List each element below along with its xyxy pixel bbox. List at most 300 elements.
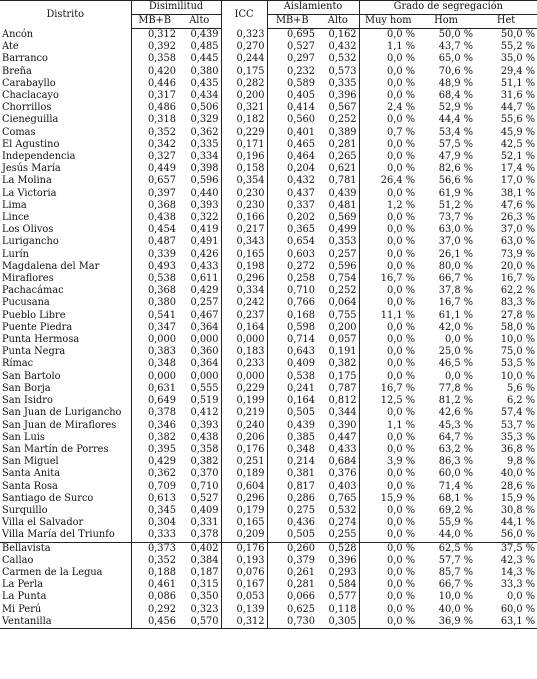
cell-aislamiento-mbb: 0,385	[286, 431, 316, 443]
table-row	[0, 310, 537, 322]
cell-aislamiento-mbb: 0,260	[267, 542, 317, 555]
cell-aislamiento-alto: 0,684	[317, 456, 359, 468]
header-hom: Hom	[417, 15, 475, 29]
cell-disimilitud-alto: 0,335	[178, 139, 221, 151]
cell-disimilitud-alto: 0,467	[178, 310, 221, 322]
cell-disimilitud-mbb: 0,368	[147, 199, 176, 211]
table-row	[0, 567, 537, 579]
cell-distrito: Los Olivos	[0, 224, 131, 236]
cell-icc: 0,171	[221, 139, 267, 151]
table-row	[0, 542, 537, 555]
table-row	[0, 200, 537, 212]
cell-aislamiento-mbb: 0,714	[286, 334, 316, 346]
cell-hom: 71,4 %	[438, 480, 474, 492]
cell-distrito: San Juan de Miraflores	[0, 420, 131, 432]
cell-hom: 73,7 %	[438, 212, 474, 224]
cell-distrito: Pucusana	[0, 297, 131, 309]
cell-het: 37,0 %	[500, 224, 536, 236]
cell-aislamiento-alto: 0,432	[317, 41, 359, 53]
cell-icc: 0,158	[221, 163, 267, 175]
cell-icc: 0,176	[221, 444, 267, 456]
cell-muy-hom: 12,5 %	[380, 395, 416, 407]
header-distrito: Distrito	[0, 1, 131, 29]
cell-muy-hom: 0,0 %	[387, 297, 416, 309]
cell-distrito: San Martín de Porres	[0, 444, 131, 456]
cell-aislamiento-mbb: 0,436	[286, 517, 316, 529]
cell-disimilitud-mbb: 0,709	[147, 480, 176, 492]
cell-icc: 0,282	[221, 78, 267, 90]
cell-disimilitud-alto: 0,362	[178, 127, 221, 139]
cell-aislamiento-mbb: 0,439	[286, 419, 316, 431]
cell-distrito: Villa María del Triunfo	[0, 529, 131, 542]
table-row	[0, 297, 537, 309]
cell-disimilitud-alto: 0,315	[178, 579, 221, 591]
cell-icc: 0,312	[221, 616, 267, 629]
cell-aislamiento-mbb: 0,817	[286, 480, 316, 492]
cell-icc: 0,176	[221, 542, 267, 555]
cell-aislamiento-mbb: 0,281	[286, 579, 316, 591]
table-row	[0, 444, 537, 456]
cell-disimilitud-mbb: 0,456	[131, 616, 178, 629]
cell-aislamiento-mbb: 0,168	[286, 309, 316, 321]
cell-hom: 80,0 %	[438, 260, 474, 272]
cell-het: 47,6 %	[500, 199, 536, 211]
header-icc: ICC	[221, 1, 267, 29]
cell-icc: 0,334	[221, 285, 267, 297]
cell-hom: 57,7 %	[438, 554, 474, 566]
cell-aislamiento-alto: 0,499	[317, 224, 359, 236]
cell-disimilitud-mbb: 0,613	[147, 492, 176, 504]
cell-disimilitud-alto: 0,393	[178, 200, 221, 212]
cell-hom: 16,7 %	[438, 297, 474, 309]
cell-muy-hom: 16,7 %	[380, 273, 416, 285]
cell-muy-hom: 0,0 %	[387, 77, 416, 89]
cell-aislamiento-alto: 0,389	[317, 127, 359, 139]
cell-het: 56,0 %	[500, 529, 536, 541]
table-row	[0, 188, 537, 200]
cell-distrito: San Borja	[0, 383, 131, 395]
cell-aislamiento-alto: 0,781	[317, 175, 359, 187]
cell-disimilitud-mbb: 0,446	[147, 77, 176, 89]
cell-muy-hom: 3,9 %	[387, 456, 416, 468]
cell-disimilitud-mbb: 0,493	[147, 260, 176, 272]
cell-icc: 0,296	[221, 273, 267, 285]
cell-muy-hom: 0,0 %	[387, 285, 416, 297]
table-row	[0, 163, 537, 175]
cell-het: 52,1 %	[500, 151, 536, 163]
table-row	[0, 66, 537, 78]
cell-disimilitud-alto: 0,519	[178, 395, 221, 407]
cell-icc: 0,165	[221, 249, 267, 261]
cell-distrito: Santa Anita	[0, 468, 131, 480]
table-row	[0, 236, 537, 248]
cell-disimilitud-mbb: 0,429	[147, 456, 176, 468]
table-row	[0, 249, 537, 261]
cell-aislamiento-alto: 0,754	[317, 273, 359, 285]
cell-icc: 0,196	[221, 151, 267, 163]
cell-het: 63,0 %	[500, 236, 536, 248]
cell-icc: 0,000	[221, 334, 267, 346]
cell-disimilitud-mbb: 0,352	[147, 126, 176, 138]
cell-aislamiento-alto: 0,396	[317, 555, 359, 567]
table-row	[0, 261, 537, 273]
cell-disimilitud-mbb: 0,312	[147, 29, 176, 40]
cell-disimilitud-alto: 0,409	[178, 505, 221, 517]
cell-muy-hom: 0,0 %	[387, 370, 416, 382]
table-row	[0, 102, 537, 114]
cell-aislamiento-alto: 0,396	[317, 90, 359, 102]
cell-muy-hom: 0,0 %	[387, 346, 416, 358]
header-het: Het	[475, 15, 537, 29]
cell-het: 83,3 %	[500, 297, 536, 309]
cell-muy-hom: 0,0 %	[387, 236, 416, 248]
cell-het: 60,0 %	[500, 603, 536, 615]
cell-disimilitud-mbb: 0,487	[147, 236, 176, 248]
table-row	[0, 468, 537, 480]
cell-distrito: San Isidro	[0, 395, 131, 407]
cell-muy-hom: 0,0 %	[387, 554, 416, 566]
cell-hom: 44,4 %	[438, 114, 474, 126]
cell-disimilitud-alto: 0,439	[178, 29, 221, 42]
cell-het: 62,2 %	[500, 285, 536, 297]
cell-disimilitud-alto: 0,382	[178, 456, 221, 468]
cell-aislamiento-mbb: 0,365	[286, 224, 316, 236]
header-disimilitud-alto: Alto	[178, 15, 221, 29]
cell-icc: 0,242	[221, 297, 267, 309]
cell-aislamiento-mbb: 0,272	[286, 260, 316, 272]
table-row	[0, 90, 537, 102]
cell-het: 57,4 %	[500, 407, 536, 419]
table-row	[0, 127, 537, 139]
cell-icc: 0,296	[221, 493, 267, 505]
cell-aislamiento-mbb: 0,598	[286, 321, 316, 333]
cell-muy-hom: 0,0 %	[387, 591, 416, 603]
cell-aislamiento-alto: 0,255	[317, 529, 359, 542]
cell-disimilitud-mbb: 0,346	[147, 419, 176, 431]
cell-muy-hom: 1,1 %	[387, 41, 416, 53]
cell-muy-hom: 0,0 %	[387, 358, 416, 370]
cell-aislamiento-mbb: 0,603	[286, 248, 316, 260]
cell-icc: 0,237	[221, 310, 267, 322]
cell-disimilitud-mbb: 0,454	[147, 224, 176, 236]
table-row	[0, 383, 537, 395]
cell-het: 0,0 %	[507, 591, 536, 603]
cell-muy-hom: 2,4 %	[387, 102, 416, 114]
cell-het: 44,1 %	[500, 517, 536, 529]
cell-disimilitud-mbb: 0,317	[147, 90, 176, 102]
cell-aislamiento-mbb: 0,766	[286, 297, 316, 309]
cell-disimilitud-mbb: 0,352	[147, 554, 176, 566]
header-grado-segregacion: Grado de segregación	[359, 1, 537, 15]
cell-het: 73,9 %	[500, 248, 536, 260]
cell-disimilitud-mbb: 0,395	[147, 443, 176, 455]
table-row	[0, 151, 537, 163]
cell-disimilitud-alto: 0,257	[178, 297, 221, 309]
cell-hom: 69,2 %	[438, 504, 474, 516]
cell-disimilitud-alto: 0,000	[178, 334, 221, 346]
cell-aislamiento-mbb: 0,695	[286, 29, 316, 40]
table-row	[0, 175, 537, 187]
cell-disimilitud-mbb: 0,449	[147, 163, 176, 175]
cell-aislamiento-alto: 0,439	[317, 188, 359, 200]
cell-het: 55,2 %	[500, 41, 536, 53]
cell-muy-hom: 0,0 %	[387, 90, 416, 102]
cell-muy-hom: 0,7 %	[387, 126, 416, 138]
cell-het: 40,0 %	[500, 468, 536, 480]
cell-hom: 77,8 %	[438, 382, 474, 394]
cell-hom: 65,0 %	[438, 53, 474, 65]
cell-het: 31,6 %	[500, 90, 536, 102]
cell-disimilitud-alto: 0,323	[178, 604, 221, 616]
cell-icc: 0,200	[221, 90, 267, 102]
cell-disimilitud-mbb: 0,486	[147, 102, 176, 114]
cell-het: 16,7 %	[500, 273, 536, 285]
cell-aislamiento-mbb: 0,409	[286, 358, 316, 370]
cell-muy-hom: 0,0 %	[387, 443, 416, 455]
table-row	[0, 604, 537, 616]
cell-aislamiento-mbb: 0,066	[286, 591, 316, 603]
cell-icc: 0,230	[221, 200, 267, 212]
cell-disimilitud-mbb: 0,345	[147, 504, 176, 516]
cell-disimilitud-alto: 0,710	[178, 481, 221, 493]
cell-muy-hom: 15,9 %	[380, 492, 416, 504]
cell-disimilitud-alto: 0,426	[178, 249, 221, 261]
cell-aislamiento-mbb: 0,625	[286, 603, 316, 615]
cell-aislamiento-alto: 0,175	[317, 371, 359, 383]
cell-disimilitud-alto: 0,378	[178, 529, 221, 542]
cell-hom: 48,9 %	[438, 77, 474, 89]
cell-aislamiento-alto: 0,274	[317, 517, 359, 529]
cell-disimilitud-alto: 0,429	[178, 285, 221, 297]
cell-icc: 0,233	[221, 358, 267, 370]
cell-aislamiento-mbb: 0,654	[286, 236, 316, 248]
cell-aislamiento-alto: 0,584	[317, 579, 359, 591]
cell-aislamiento-alto: 0,293	[317, 567, 359, 579]
cell-het: 17,4 %	[500, 163, 536, 175]
cell-het: 33,3 %	[500, 579, 536, 591]
cell-aislamiento-mbb: 0,232	[286, 65, 316, 77]
cell-aislamiento-mbb: 0,414	[286, 102, 316, 114]
table-row	[0, 529, 537, 542]
cell-hom: 53,4 %	[438, 126, 474, 138]
cell-het: 10,0 %	[500, 370, 536, 382]
cell-distrito: La Perla	[0, 579, 131, 591]
cell-muy-hom: 0,0 %	[387, 579, 416, 591]
cell-icc: 0,321	[221, 102, 267, 114]
cell-hom: 68,1 %	[438, 492, 474, 504]
cell-disimilitud-alto: 0,419	[178, 224, 221, 236]
cell-disimilitud-alto: 0,434	[178, 90, 221, 102]
cell-disimilitud-mbb: 0,342	[147, 138, 176, 150]
cell-aislamiento-alto: 0,281	[317, 139, 359, 151]
cell-icc: 0,175	[221, 66, 267, 78]
cell-disimilitud-alto: 0,370	[178, 468, 221, 480]
table-row	[0, 395, 537, 407]
table-row	[0, 432, 537, 444]
cell-disimilitud-mbb: 0,304	[147, 517, 176, 529]
cell-hom: 10,0 %	[438, 591, 474, 603]
cell-muy-hom: 0,0 %	[387, 248, 416, 260]
cell-hom: 63,2 %	[438, 443, 474, 455]
cell-aislamiento-alto: 0,265	[317, 151, 359, 163]
cell-disimilitud-alto: 0,438	[178, 432, 221, 444]
cell-muy-hom: 0,0 %	[387, 504, 416, 516]
cell-disimilitud-alto: 0,350	[178, 591, 221, 603]
cell-disimilitud-alto: 0,412	[178, 407, 221, 419]
header-aislamiento-mbb: MB+B	[267, 15, 317, 29]
cell-disimilitud-mbb: 0,631	[147, 382, 176, 394]
cell-disimilitud-alto: 0,440	[178, 188, 221, 200]
cell-het: 58,0 %	[500, 321, 536, 333]
cell-distrito: Lurín	[0, 249, 131, 261]
cell-icc: 0,209	[221, 529, 267, 542]
cell-aislamiento-alto: 0,344	[317, 407, 359, 419]
cell-disimilitud-mbb: 0,368	[147, 285, 176, 297]
cell-het: 27,8 %	[500, 309, 536, 321]
cell-disimilitud-alto: 0,187	[178, 567, 221, 579]
cell-disimilitud-alto: 0,596	[178, 175, 221, 187]
cell-muy-hom: 0,0 %	[387, 151, 416, 163]
cell-het: 15,9 %	[500, 492, 536, 504]
cell-aislamiento-mbb: 0,261	[286, 566, 316, 578]
header-aislamiento-alto: Alto	[317, 15, 359, 29]
cell-distrito: La Punta	[0, 591, 131, 603]
cell-muy-hom: 0,0 %	[387, 29, 416, 40]
cell-hom: 68,4 %	[438, 90, 474, 102]
cell-aislamiento-alto: 0,382	[317, 358, 359, 370]
cell-het: 42,5 %	[500, 138, 536, 150]
cell-disimilitud-alto: 0,380	[178, 66, 221, 78]
cell-disimilitud-alto: 0,000	[178, 371, 221, 383]
cell-distrito: Carmen de la Legua	[0, 567, 131, 579]
cell-het: 35,3 %	[500, 431, 536, 443]
cell-aislamiento-alto: 0,765	[317, 493, 359, 505]
cell-disimilitud-alto: 0,435	[178, 78, 221, 90]
cell-hom: 55,9 %	[438, 517, 474, 529]
cell-het: 63,1 %	[475, 616, 537, 629]
table-row	[0, 517, 537, 529]
cell-aislamiento-alto: 0,787	[317, 383, 359, 395]
cell-aislamiento-alto: 0,376	[317, 468, 359, 480]
cell-disimilitud-alto: 0,364	[178, 322, 221, 334]
cell-het: 28,6 %	[500, 480, 536, 492]
cell-distrito: Bellavista	[0, 542, 131, 555]
cell-aislamiento-mbb: 0,432	[286, 175, 316, 187]
cell-het: 51,1 %	[500, 77, 536, 89]
cell-het: 75,0 %	[500, 346, 536, 358]
cell-disimilitud-mbb: 0,461	[147, 579, 176, 591]
cell-hom: 60,0 %	[438, 468, 474, 480]
cell-muy-hom: 26,4 %	[380, 175, 416, 187]
cell-aislamiento-alto: 0,567	[317, 102, 359, 114]
cell-disimilitud-alto: 0,331	[178, 517, 221, 529]
cell-aislamiento-mbb: 0,337	[286, 199, 316, 211]
table-row	[0, 481, 537, 493]
cell-icc: 0,354	[221, 175, 267, 187]
cell-aislamiento-alto: 0,064	[317, 297, 359, 309]
cell-aislamiento-alto: 0,353	[317, 236, 359, 248]
cell-aislamiento-alto: 0,621	[317, 163, 359, 175]
cell-muy-hom: 0,0 %	[387, 431, 416, 443]
cell-het: 55,6 %	[500, 114, 536, 126]
cell-distrito: San Luis	[0, 432, 131, 444]
cell-hom: 51,2 %	[438, 199, 474, 211]
cell-distrito: Independencia	[0, 151, 131, 163]
cell-het: 6,2 %	[507, 395, 536, 407]
cell-icc: 0,199	[221, 395, 267, 407]
cell-distrito: Lince	[0, 212, 131, 224]
cell-aislamiento-mbb: 0,405	[286, 90, 316, 102]
cell-distrito: Barranco	[0, 53, 131, 65]
cell-aislamiento-mbb: 0,258	[286, 273, 316, 285]
cell-aislamiento-alto: 0,569	[317, 212, 359, 224]
table-row	[0, 322, 537, 334]
cell-disimilitud-mbb: 0,188	[147, 566, 176, 578]
cell-icc: 0,165	[221, 517, 267, 529]
cell-het: 38,1 %	[500, 187, 536, 199]
cell-icc: 0,193	[221, 555, 267, 567]
cell-aislamiento-mbb: 0,164	[286, 395, 316, 407]
cell-het: 36,8 %	[500, 443, 536, 455]
cell-aislamiento-mbb: 0,214	[286, 456, 316, 468]
cell-icc: 0,053	[221, 591, 267, 603]
cell-hom: 56,6 %	[438, 175, 474, 187]
cell-distrito: Ventanilla	[0, 616, 131, 629]
cell-distrito: Jesús María	[0, 163, 131, 175]
cell-hom: 63,0 %	[438, 224, 474, 236]
cell-het: 42,3 %	[500, 554, 536, 566]
cell-aislamiento-alto: 0,305	[317, 616, 359, 629]
cell-distrito: Surquillo	[0, 505, 131, 517]
cell-aislamiento-mbb: 0,381	[286, 468, 316, 480]
cell-disimilitud-mbb: 0,339	[147, 248, 176, 260]
cell-hom: 42,6 %	[438, 407, 474, 419]
cell-hom: 0,0 %	[445, 370, 474, 382]
cell-aislamiento-alto: 0,390	[317, 420, 359, 432]
cell-distrito: Lima	[0, 200, 131, 212]
cell-hom: 50,0 %	[438, 29, 474, 40]
cell-muy-hom: 0,0 %	[387, 566, 416, 578]
cell-disimilitud-alto: 0,527	[178, 493, 221, 505]
cell-muy-hom: 16,7 %	[380, 382, 416, 394]
cell-disimilitud-mbb: 0,000	[147, 334, 176, 346]
cell-het: 35,0 %	[500, 53, 536, 65]
cell-muy-hom: 0,0 %	[387, 480, 416, 492]
cell-aislamiento-alto: 0,596	[317, 261, 359, 273]
table-row	[0, 285, 537, 297]
cell-aislamiento-mbb: 0,560	[286, 114, 316, 126]
cell-aislamiento-mbb: 0,297	[286, 53, 316, 65]
cell-disimilitud-mbb: 0,538	[147, 273, 176, 285]
cell-distrito: Santa Rosa	[0, 481, 131, 493]
cell-hom: 70,6 %	[438, 65, 474, 77]
cell-muy-hom: 0,0 %	[387, 321, 416, 333]
cell-disimilitud-mbb: 0,383	[147, 346, 176, 358]
cell-distrito: Breña	[0, 66, 131, 78]
cell-icc: 0,183	[221, 346, 267, 358]
cell-disimilitud-mbb: 0,327	[147, 151, 176, 163]
cell-disimilitud-mbb: 0,382	[147, 431, 176, 443]
cell-icc: 0,139	[221, 604, 267, 616]
cell-disimilitud-mbb: 0,292	[147, 603, 176, 615]
cell-het: 50,0 %	[500, 29, 536, 40]
cell-disimilitud-mbb: 0,318	[147, 114, 176, 126]
cell-disimilitud-mbb: 0,373	[131, 542, 178, 555]
cell-aislamiento-mbb: 0,589	[286, 77, 316, 89]
cell-hom: 81,2 %	[438, 395, 474, 407]
cell-distrito: Villa el Salvador	[0, 517, 131, 529]
cell-hom: 86,3 %	[438, 456, 474, 468]
